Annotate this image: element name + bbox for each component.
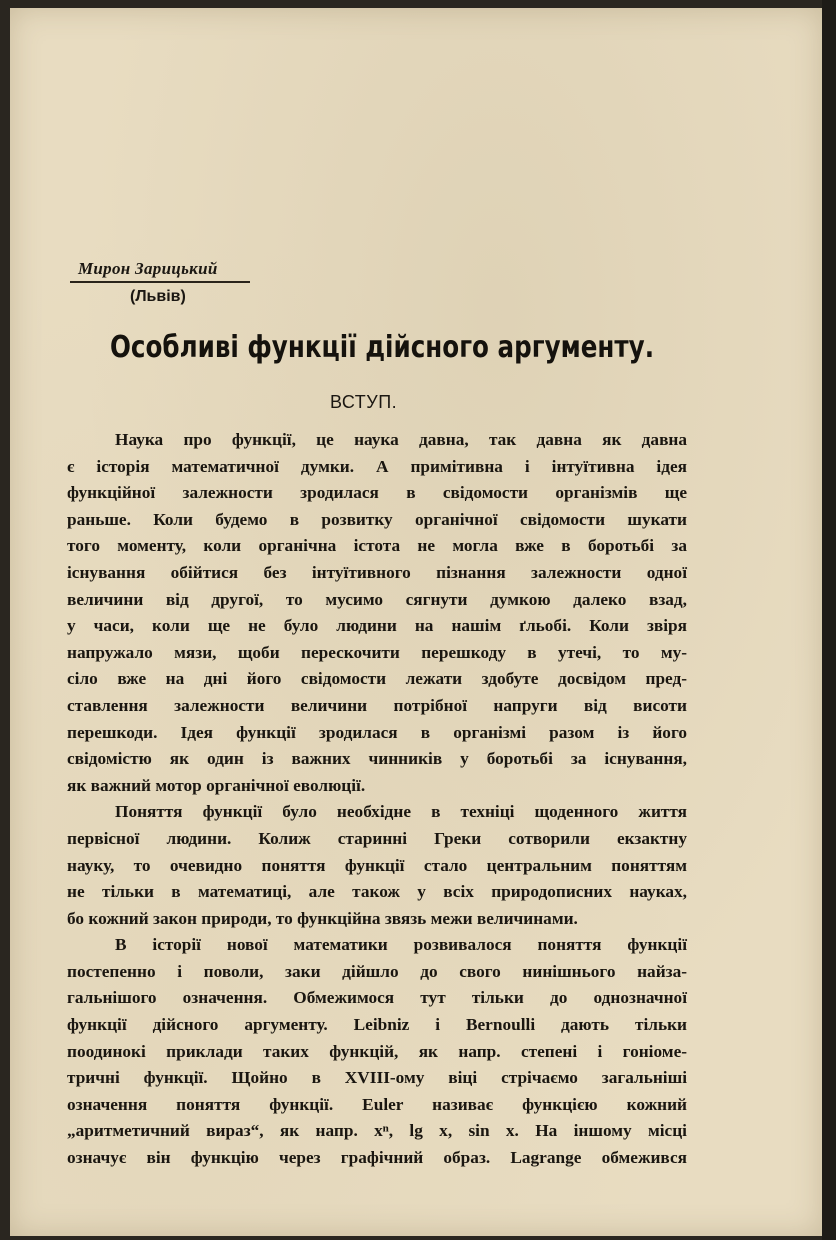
article-title: Особливі функції дійсного аргументу.	[110, 330, 655, 365]
text-line: В історії нової математики розвивалося поняття функції	[115, 935, 687, 955]
text-line: величини від другої, то мусимо сягнути думкою далеко взад,	[67, 589, 687, 609]
text-line: раньше. Коли будемо в розвитку органічної свідомости шукати	[67, 509, 687, 529]
text-line: тричні функції. Щойно в XVIII-ому віці стрічаємо загальніші	[67, 1068, 687, 1088]
text-line: гальнішого означення. Обмежимося тут тільки до однозначної	[67, 988, 687, 1008]
text-line: означує він функцію через графічний образ. Lagrange обмежився	[67, 1148, 687, 1168]
text-line: науку, то очевидно поняття функції стало центральним поняттям	[67, 855, 687, 875]
body-text	[67, 427, 687, 1172]
text-line: є історія математичної думки. А примітивна і інтуїтивна ідея	[67, 456, 687, 476]
text-line: того моменту, коли органічна істота не могла вже в боротьбі за	[67, 536, 687, 556]
section-heading: ВСТУП.	[330, 392, 398, 412]
text-line: напружало мязи, щоби перескочити перешкоду в утечі, то му-	[67, 642, 687, 662]
author-location: (Львів)	[130, 288, 186, 305]
text-line: у часи, коли ще не було людини на нашім ґльобі. Коли звіря	[67, 616, 687, 636]
text-line: не тільки в математиці, але також у всіх природописних науках,	[67, 882, 687, 902]
author-name: Мирон Зарицький	[78, 259, 218, 278]
text-line: як важний мотор органічної еволюції.	[67, 775, 366, 795]
text-line: перешкоди. Ідея функції зродилася в організмі разом із його	[67, 722, 687, 742]
text-line: Наука про функції, це наука давна, так давна як давна	[115, 430, 687, 449]
text-line: свідомістю як один із важних чинників у боротьбі за існування,	[67, 749, 687, 769]
text-line: первісної людини. Колиж старинні Греки сотворили екзактну	[67, 828, 687, 848]
text-line: постепенно і поволи, заки дійшло до свого нинішнього найза-	[67, 961, 687, 981]
text-line: „аритметичний вираз“, як напр. xⁿ, lg x, sin x. На іншому місці	[67, 1121, 687, 1141]
text-line: Поняття функції було необхідне в техніці щоденного життя	[115, 802, 687, 822]
text-line: ставлення залежности величини потрібної напруги від висоти	[67, 695, 687, 715]
scan-edge	[822, 0, 836, 1240]
text-line: функційної залежности зродилася в свідомости організмів ще	[67, 483, 687, 503]
author-underline	[70, 281, 250, 283]
text-line: сіло вже на дні його свідомости лежати здобуте досвідом пред-	[67, 669, 687, 689]
text-line: функції дійсного аргументу. Leibniz і Bernoulli дають тільки	[67, 1015, 687, 1035]
text-line: поодинокі приклади таких функцій, як напр. степені і гоніоме-	[67, 1041, 687, 1061]
text-line: існування обійтися без інтуїтивного пізнання залежности одної	[67, 562, 687, 582]
text-line: означення поняття функції. Euler називає функцією кожний	[67, 1094, 687, 1114]
text-line: бо кожний закон природи, то функційна звязь межи величинами.	[67, 908, 578, 928]
